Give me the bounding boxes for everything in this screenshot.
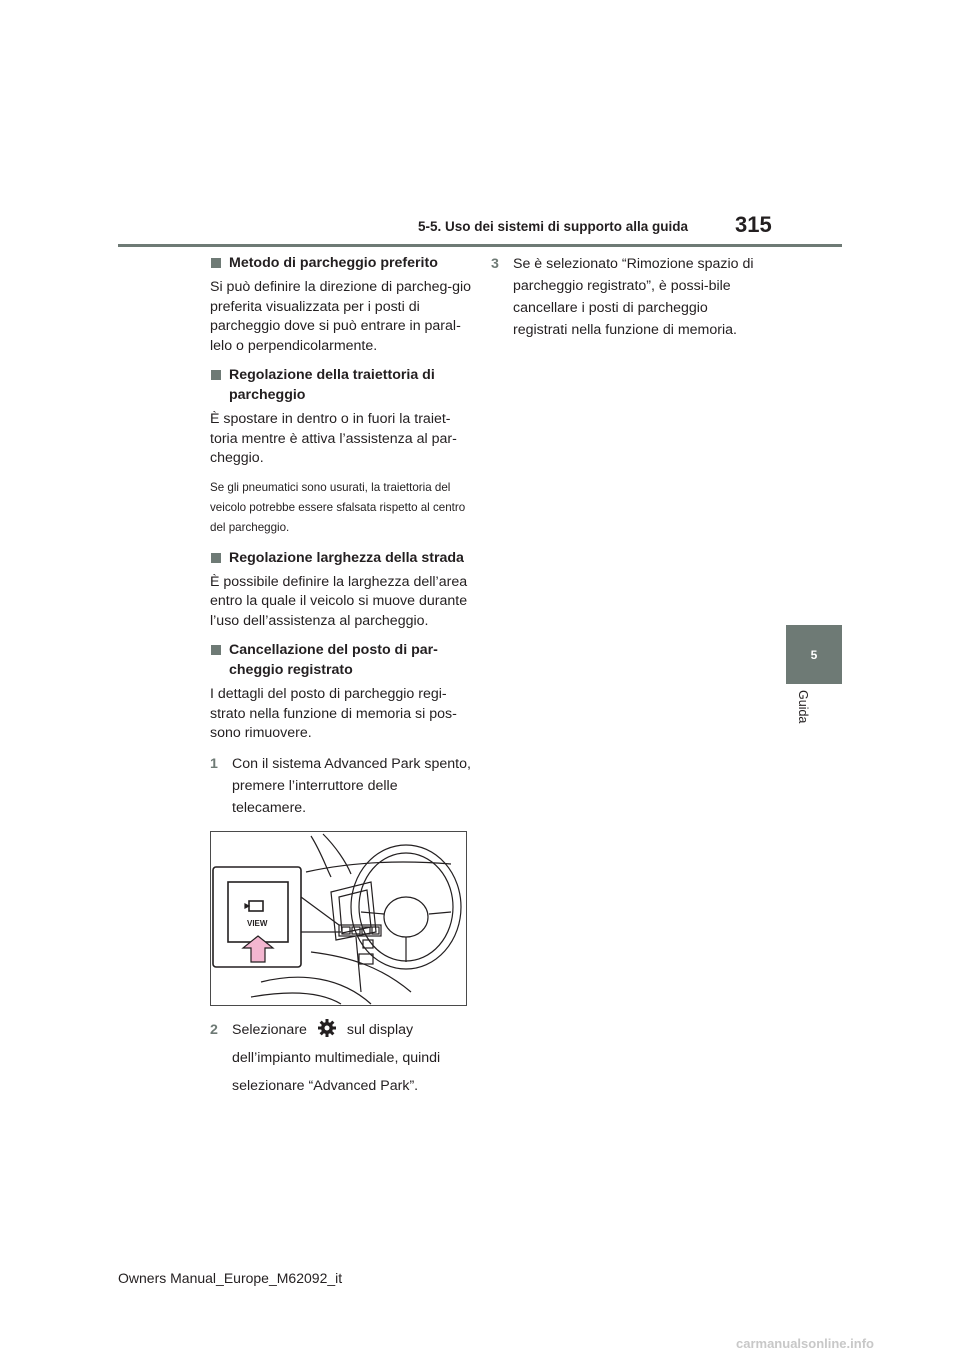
square-bullet-icon [211,370,221,380]
step-text-before: Selezionare [232,1021,307,1038]
heading-trajectory-adjust [210,365,472,405]
step-number: 3 [491,256,499,272]
camera-switch-illustration [210,831,467,1006]
step-text: Se è selezionato “Rimozione spazio di parcheggio registrato”, è possi-bile cancellare i posti di parcheggio registrati nella funzione di memoria. [513,256,754,338]
gear-icon [317,1018,337,1038]
document-id: Owners Manual_Europe_M62092_it [118,1270,343,1286]
watermark[interactable]: carmanualsonline.info [736,1336,874,1351]
paragraph: È possibile definire la larghezza dell’area entro la quale il veicolo si muove durante l’uso dell’assistenza al parcheggio. [210,573,468,629]
dashboard-illustration [211,832,466,1005]
left-column [210,253,472,1108]
header-divider [118,244,842,247]
chapter-label: Guida [796,690,810,724]
heading-text: Regolazione larghezza della strada [229,549,464,566]
square-bullet-icon [211,645,221,655]
step-text-after: sul display dell’impianto multimediale, quindi selezionare “Advanced Park”. [232,1021,441,1094]
chapter-tab[interactable] [786,625,842,684]
right-column [491,253,761,349]
heading-road-width [210,548,472,568]
view-button-label: VIEW [247,918,268,928]
step-number: 2 [210,1021,218,1038]
heading-text: Cancellazione del posto di par-cheggio registrato [229,642,438,678]
step-text: Con il sistema Advanced Park spento, premere l’interruttore delle telecamere. [232,755,471,816]
paragraph: Si può definire la direzione di parcheg-gio preferita visualizzata per i posti di parcheggio dove si può entrare in paral-lelo o perpendicolarmente. [210,279,472,354]
section-title: 5-5. Uso dei sistemi di supporto alla guida [418,219,689,234]
paragraph: È spostare in dentro o in fuori la traiet-toria mentre è attiva l’assistenza al par-cheggio. [210,411,457,466]
heading-preferred-parking [210,253,472,273]
heading-delete-parking [210,640,472,680]
note-text: Se gli pneumatici sono usurati, la traiettoria del veicolo potrebbe essere sfalsata rispetto al centro del parcheggio. [210,480,466,534]
step-number: 1 [210,755,218,772]
square-bullet-icon [211,553,221,563]
heading-text: Regolazione della traiettoria di parcheggio [229,367,435,403]
page-number: 315 [735,212,772,237]
heading-text: Metodo di parcheggio preferito [229,255,438,271]
step-3 [491,253,761,341]
step-2 [210,1016,472,1100]
step-1 [210,753,472,819]
square-bullet-icon [211,258,221,268]
paragraph: I dettagli del posto di parcheggio regi-strato nella funzione di memoria si pos-sono rimuovere. [210,686,457,741]
chapter-number: 5 [810,647,818,662]
